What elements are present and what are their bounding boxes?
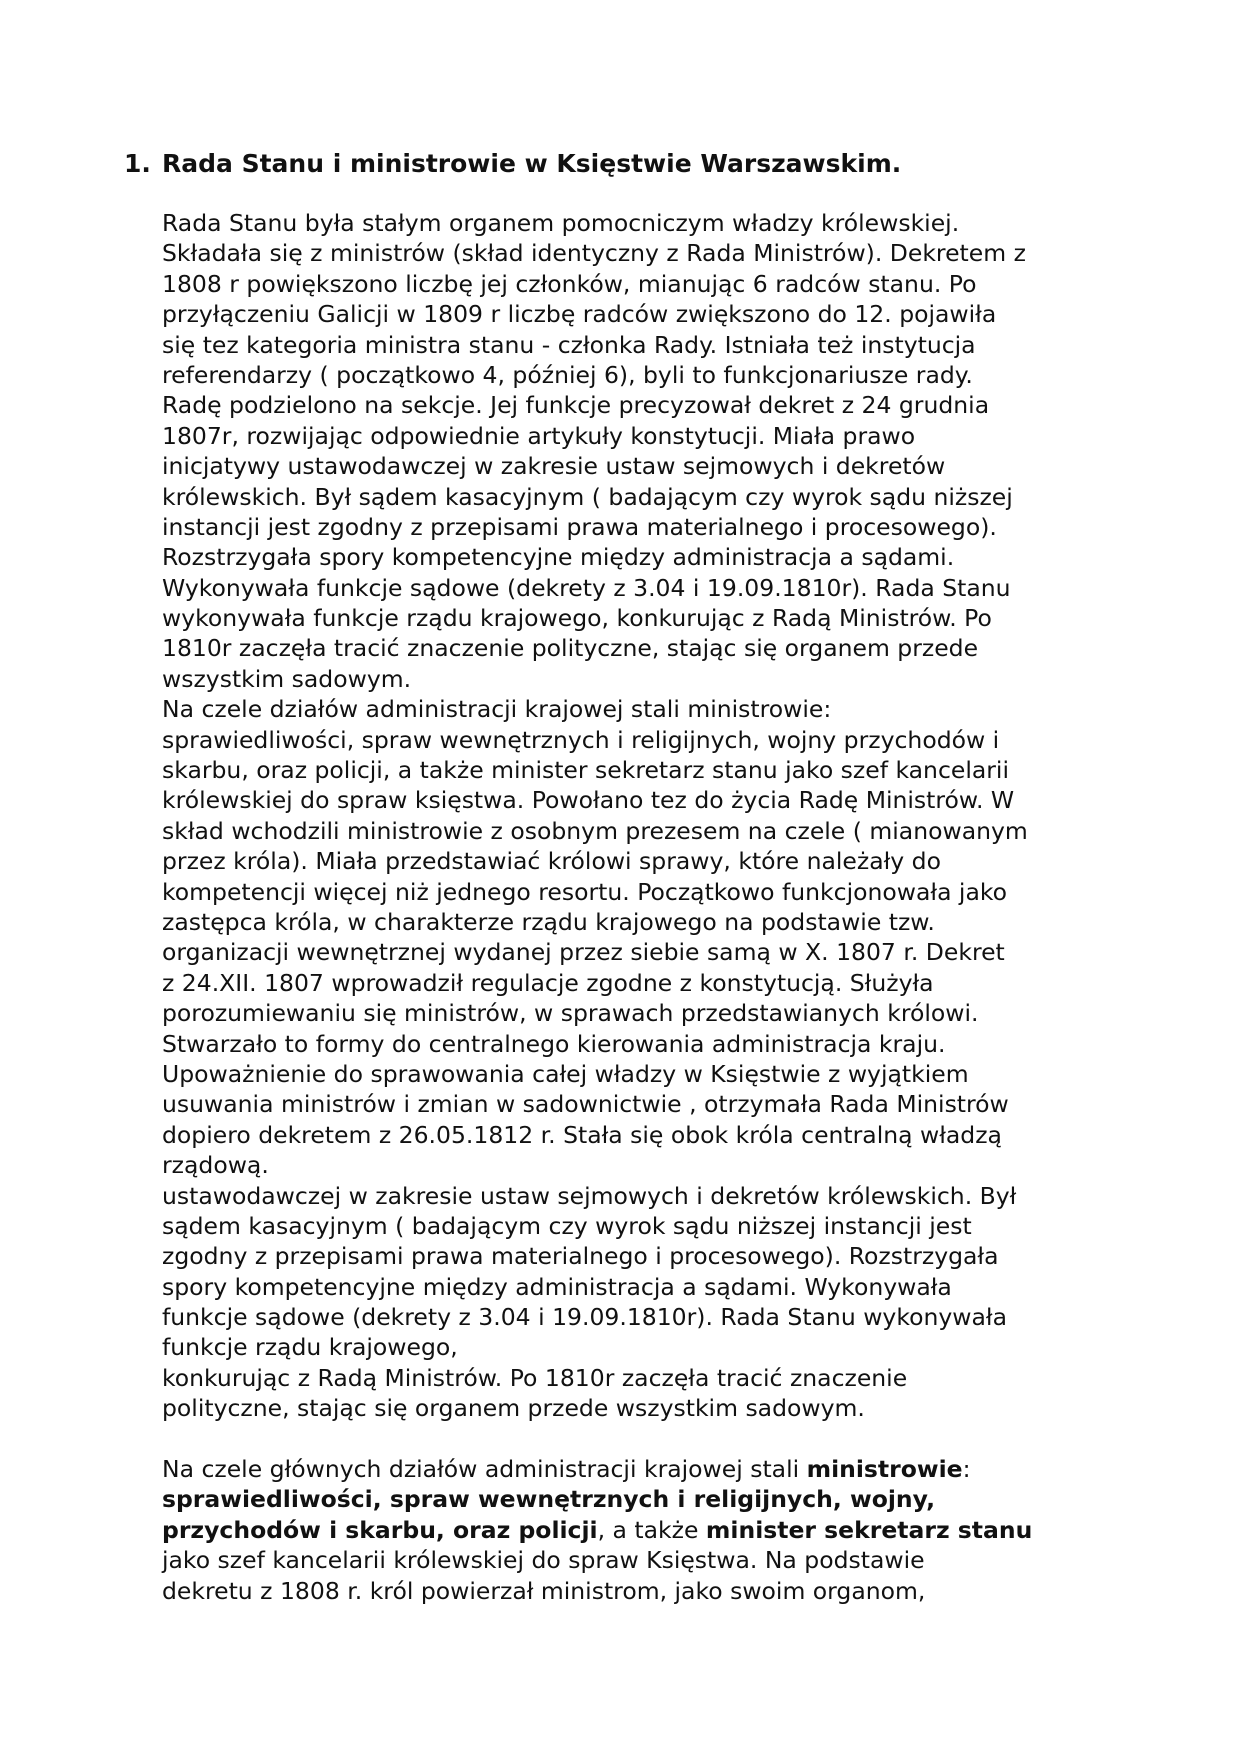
section-heading	[124, 144, 901, 184]
text-line: ustawodawczej w zakresie ustaw sejmowych i dekretów królewskich. Był	[162, 1181, 1017, 1210]
text-line: Rozstrzygała spory kompetencyjne między administracja a sądami.	[162, 543, 955, 572]
text-line: porozumiewaniu się ministrów, w sprawach przedstawianych królowi.	[162, 999, 979, 1028]
text-line: się tez kategoria ministra stanu - członka Rady. Istniała też instytucja	[162, 330, 976, 359]
text-line: przez króla). Miała przedstawiać królowi sprawy, które należały do	[162, 847, 941, 876]
text-line: z 24.XII. 1807 wprowadził regulacje zgodne z konstytucją. Służyła	[162, 968, 934, 997]
text-line: funkcje sądowe (dekrety z 3.04 i 19.09.1810r). Rada Stanu wykonywała	[162, 1303, 1007, 1332]
text-line: 1808 r powiększono liczbę jej członków, mianując 6 radców stanu. Po	[162, 269, 977, 298]
text-line: polityczne, stając się organem przede wszystkim sadowym.	[162, 1394, 865, 1423]
text-line: królewskiej do spraw księstwa. Powołano tez do życia Radę Ministrów. W	[162, 786, 1015, 815]
text-line: instancji jest zgodny z przepisami prawa materialnego i procesowego).	[162, 512, 997, 541]
text-line: kompetencji więcej niż jednego resortu. Początkowo funkcjonowała jako	[162, 877, 1008, 906]
text-line: organizacji wewnętrznej wydanej przez siebie samą w X. 1807 r. Dekret	[162, 938, 1005, 967]
text-line: przychodów i skarbu, oraz policji, a także minister sekretarz stanu	[162, 1515, 1033, 1544]
text-line: zastępca króla, w charakterze rządu krajowego na podstawie tzw.	[162, 907, 935, 936]
text-line: dopiero dekretem z 26.05.1812 r. Stała się obok króla centralną władzą	[162, 1120, 1002, 1149]
text-line: 1807r, rozwijając odpowiednie artykuły konstytucji. Miała prawo	[162, 421, 916, 450]
text-line: Na czele głównych działów administracji krajowej stali ministrowie:	[162, 1455, 971, 1484]
paragraph-gap	[162, 1424, 1122, 1454]
text-line: wykonywała funkcje rządu krajowego, konkurując z Radą Ministrów. Po	[162, 604, 992, 633]
text-line: Wykonywała funkcje sądowe (dekrety z 3.04 i 19.09.1810r). Rada Stanu	[162, 573, 1011, 602]
heading-title: Rada Stanu i ministrowie w Księstwie Warszawskim.	[162, 149, 902, 178]
text-line: rządową.	[162, 1151, 269, 1180]
text-line: inicjatywy ustawodawczej w zakresie ustaw sejmowych i dekretów	[162, 452, 946, 481]
text-line: przyłączeniu Galicji w 1809 r liczbę radców zwiększono do 12. pojawiła	[162, 300, 997, 329]
text-line: wszystkim sadowym.	[162, 664, 412, 693]
text-line: sprawiedliwości, spraw wewnętrznych i religijnych, wojny przychodów i	[162, 725, 1000, 754]
text-line: Upoważnienie do sprawowania całej władzy w Księstwie z wyjątkiem	[162, 1059, 969, 1088]
text-line: zgodny z przepisami prawa materialnego i procesowego). Rozstrzygała	[162, 1242, 999, 1271]
text-line: funkcje rządu krajowego,	[162, 1333, 458, 1362]
text-line: skarbu, oraz policji, a także minister sekretarz stanu jako szef kancelarii	[162, 756, 1009, 785]
paragraph-main	[162, 208, 1122, 1424]
text-line: królewskich. Był sądem kasacyjnym ( badającym czy wyrok sądu niższej	[162, 482, 1013, 511]
text-line: skład wchodzili ministrowie z osobnym prezesem na czele ( mianowanym	[162, 816, 1028, 845]
text-line: 1810r zaczęła tracić znaczenie polityczne, stając się organem przede	[162, 634, 979, 663]
text-line: sądem kasacyjnym ( badającym czy wyrok sądu niższej instancji jest	[162, 1211, 972, 1240]
text-line: referendarzy ( początkowo 4, później 6), byli to funkcjonariusze rady.	[162, 360, 973, 389]
text-line: Na czele działów administracji krajowej stali ministrowie:	[162, 695, 832, 724]
text-line: dekretu z 1808 r. król powierzał ministrom, jako swoim organom,	[162, 1576, 926, 1605]
text-line: jako szef kancelarii królewskiej do spraw Księstwa. Na podstawie	[162, 1546, 925, 1575]
text-line: Stwarzało to formy do centralnego kierowania administracja kraju.	[162, 1029, 946, 1058]
text-line: Składała się z ministrów (skład identyczny z Rada Ministrów). Dekretem z	[162, 239, 1026, 268]
paragraph-final	[162, 1454, 1122, 1606]
text-line: usuwania ministrów i zmian w sadownictwie , otrzymała Rada Ministrów	[162, 1090, 1009, 1119]
heading-number: 1.	[124, 149, 151, 178]
text-line: Rada Stanu była stałym organem pomocniczym władzy królewskiej.	[162, 209, 960, 237]
text-line: sprawiedliwości, spraw wewnętrznych i religijnych, wojny,	[162, 1485, 936, 1514]
text-line: spory kompetencyjne między administracja a sądami. Wykonywała	[162, 1272, 952, 1301]
body-text	[162, 208, 1122, 1606]
text-line: Radę podzielono na sekcje. Jej funkcje precyzował dekret z 24 grudnia	[162, 391, 990, 420]
text-line: konkurując z Radą Ministrów. Po 1810r zaczęła tracić znaczenie	[162, 1363, 908, 1392]
